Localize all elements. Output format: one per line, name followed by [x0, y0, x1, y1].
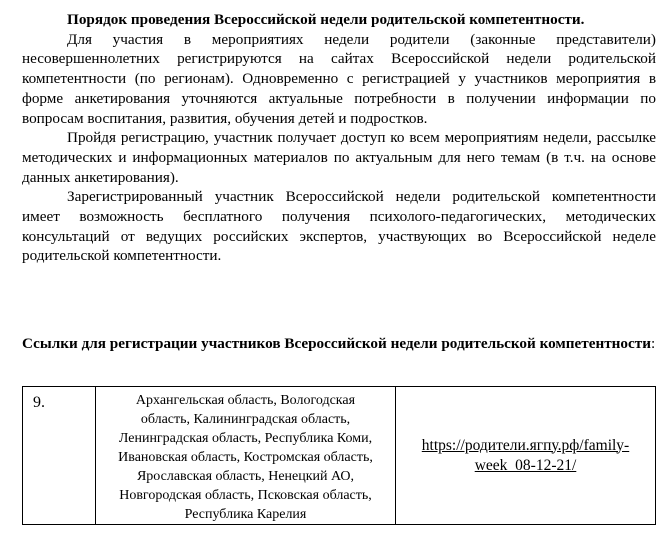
row-number: 9.: [23, 387, 96, 525]
document-heading: Порядок проведения Всероссийской недели родительской компетентности.: [67, 11, 585, 28]
document-body: [22, 10, 656, 266]
table-row: [23, 387, 656, 525]
links-heading: [22, 334, 656, 354]
registration-links-table: [22, 386, 656, 525]
link-cell: [396, 387, 656, 525]
paragraph-access: Пройдя регистрацию, участник получает доступ ко всем мероприятиям недели, рассылке методических и информационных материалов по актуальным для него темам (в т.ч. на основе данных анкетирования).: [22, 129, 656, 186]
paragraph-consultations: Зарегистрированный участник Всероссийской недели родительской компетентности имеет возможность бесплатного получения психолого-педагогических, методических консультаций от ведущих российских экспертов, участвующих во Всероссийской неделе родительской компетентности.: [22, 188, 656, 265]
links-heading-colon: :: [650, 335, 656, 352]
registration-link[interactable]: https://родители.ягпу.рф/family-week_08-12-21/: [421, 436, 630, 474]
row-regions: Архангельская область, Вологодская область, Калининградская область, Ленинградская область, Республика Коми, Ивановская область, Костромская область, Ярославская область, Ненецкий АО, Новгородская область, Псковская область, Республика Карелия: [96, 387, 396, 525]
links-heading-text: Ссылки для регистрации участников Всероссийской недели родительской компетентности: [22, 335, 651, 352]
paragraph-registration: Для участия в мероприятиях недели родители (законные представители) несовершеннолетних регистрируются на сайтах Всероссийской недели родительской компетентности (по регионам). Одновременно с регистрацией у участников мероприятия в форме анкетирования уточняются актуальные потребности в получении информации по вопросам воспитания, развития, обучения детей и подростков.: [22, 30, 656, 127]
